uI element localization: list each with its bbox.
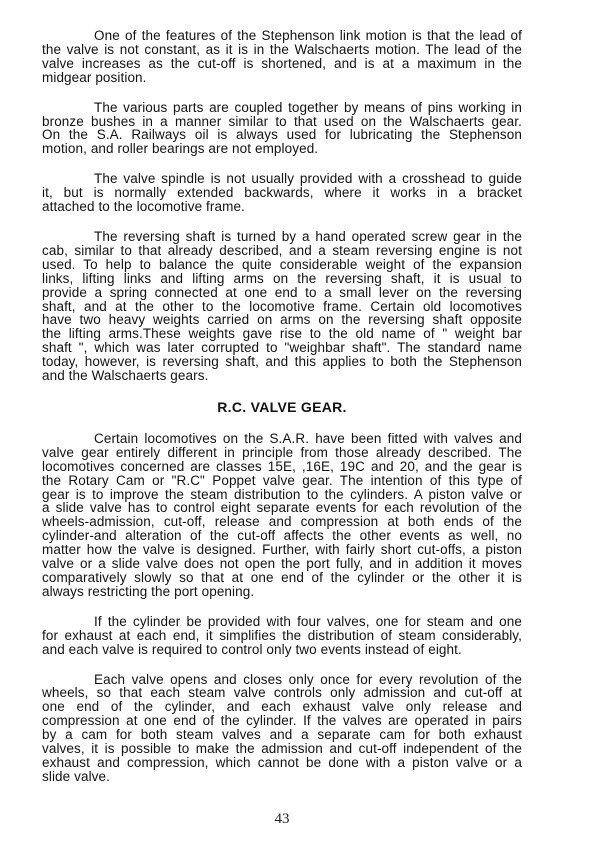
paragraph — [42, 172, 522, 214]
paragraph — [42, 29, 522, 85]
text-line: shaft, and at the other to the locomotive frame. Certain old locomotives — [42, 298, 522, 314]
text-line: motion, and roller bearings are not employed. — [42, 141, 319, 157]
text-line: valves, it is possible to make the admission and cut-off independent of the — [42, 741, 522, 757]
text-line: compression at one end of the cylinder. If the valves are operated in pairs — [42, 713, 522, 729]
text-line: a slide valve has to control eight separate events for each revolution of the — [42, 500, 522, 516]
text-line: today, however, is reversing shaft, and this applies to both the Stephenson — [42, 354, 522, 370]
paragraph — [42, 432, 522, 599]
text-line: cylinder-and alteration of the cut-off affects the other events as well, no — [42, 528, 522, 544]
text-line: wheels-admission, cut-off, release and compression at both ends of the — [42, 514, 522, 530]
paragraph — [42, 615, 522, 657]
text-line: provide a spring connected at one end to a small lever on the reversing — [42, 284, 522, 300]
text-line: it, but is normally extended backwards, where it works in a bracket — [42, 185, 522, 201]
text-line: bronze bushes in a manner similar to that used on the Walschaerts gear. — [42, 113, 522, 129]
paragraph — [42, 101, 522, 157]
text-line: attached to the locomotive frame. — [42, 199, 245, 215]
text-line: by a cam for both steam valves and a separate cam for both exhaust — [42, 727, 522, 743]
text-line: valve increases as the cut-off is shortened, and is at a maximum in the — [42, 55, 522, 71]
text-line: The various parts are coupled together by means of pins working in — [94, 99, 522, 115]
text-line: the lifting arms.These weights gave rise to the old name of " weight bar — [42, 326, 522, 342]
page-number: 43 — [274, 810, 290, 827]
text-line: gear is to improve the steam distribution to the cylinders. A piston valve or — [42, 486, 522, 502]
text-line: cab, similar to that already described, and a steam reversing engine is not — [42, 242, 522, 258]
text-line: matter how the valve is designed. Further, with fairly short cut-offs, a piston — [42, 542, 522, 558]
text-line: one end of the cylinder, and each exhaust valve only release and — [42, 699, 522, 715]
text-line: valve gear entirely different in principle from those already described. The — [42, 444, 522, 460]
paragraphs-after-heading — [42, 432, 522, 784]
text-line: shaft ", which was later corrupted to "weighbar shaft". The standard name — [42, 340, 522, 356]
section-heading-rc-valve-gear: R.C. VALVE GEAR. — [217, 398, 347, 415]
text-line: Certain locomotives on the S.A.R. have been fitted with valves and — [94, 430, 522, 446]
text-line: If the cylinder be provided with four valves, one for steam and one — [94, 613, 522, 629]
text-line: Each valve opens and closes only once for every revolution of the — [94, 671, 522, 687]
paragraph — [42, 230, 522, 383]
text-line: valve or a slide valve does not open the port fully, and in addition it moves — [42, 556, 522, 572]
paragraphs-before-heading — [42, 29, 522, 383]
text-line: the Rotary Cam or "R.C" Poppet valve gear. The intention of this type of — [42, 472, 522, 488]
text-line: The reversing shaft is turned by a hand operated screw gear in the — [94, 228, 522, 244]
text-line: have two heavy weights carried on arms on the reversing shaft opposite — [42, 312, 522, 328]
text-line: and the Walschaerts gears. — [42, 368, 209, 384]
text-line: and each valve is required to control only two events instead of eight. — [42, 641, 462, 657]
text-line: locomotives concerned are classes 15E, ,16E, 19C and 20, and the gear is — [42, 458, 522, 474]
text-line: used. To help to balance the quite considerable weight of the expansion — [42, 256, 522, 272]
text-line: The valve spindle is not usually provided with a crosshead to guide — [94, 171, 522, 187]
text-line: for exhaust at each end, it simplifies the distribution of steam considerably, — [42, 627, 522, 643]
text-line: comparatively slowly so that at one end of the cylinder or the other it is — [42, 570, 522, 585]
text-line: On the S.A. Railways oil is always used for lubricating the Stephenson — [42, 127, 522, 143]
text-line: slide valve. — [42, 768, 110, 784]
paragraph — [42, 673, 522, 784]
text-line: links, lifting links and lifting arms on the reversing shaft, it is usual to — [42, 270, 522, 286]
text-line: exhaust and compression, which cannot be done with a piston valve or a — [42, 754, 522, 770]
text-line: One of the features of the Stephenson link motion is that the lead of — [94, 28, 522, 43]
text-line: wheels, so that each steam valve controls only admission and cut-off at — [42, 685, 522, 701]
text-line: the valve is not constant, as it is in the Walschaerts motion. The lead of the — [42, 41, 522, 57]
text-line: always restricting the port opening. — [42, 583, 255, 599]
text-line: midgear position. — [42, 69, 147, 85]
